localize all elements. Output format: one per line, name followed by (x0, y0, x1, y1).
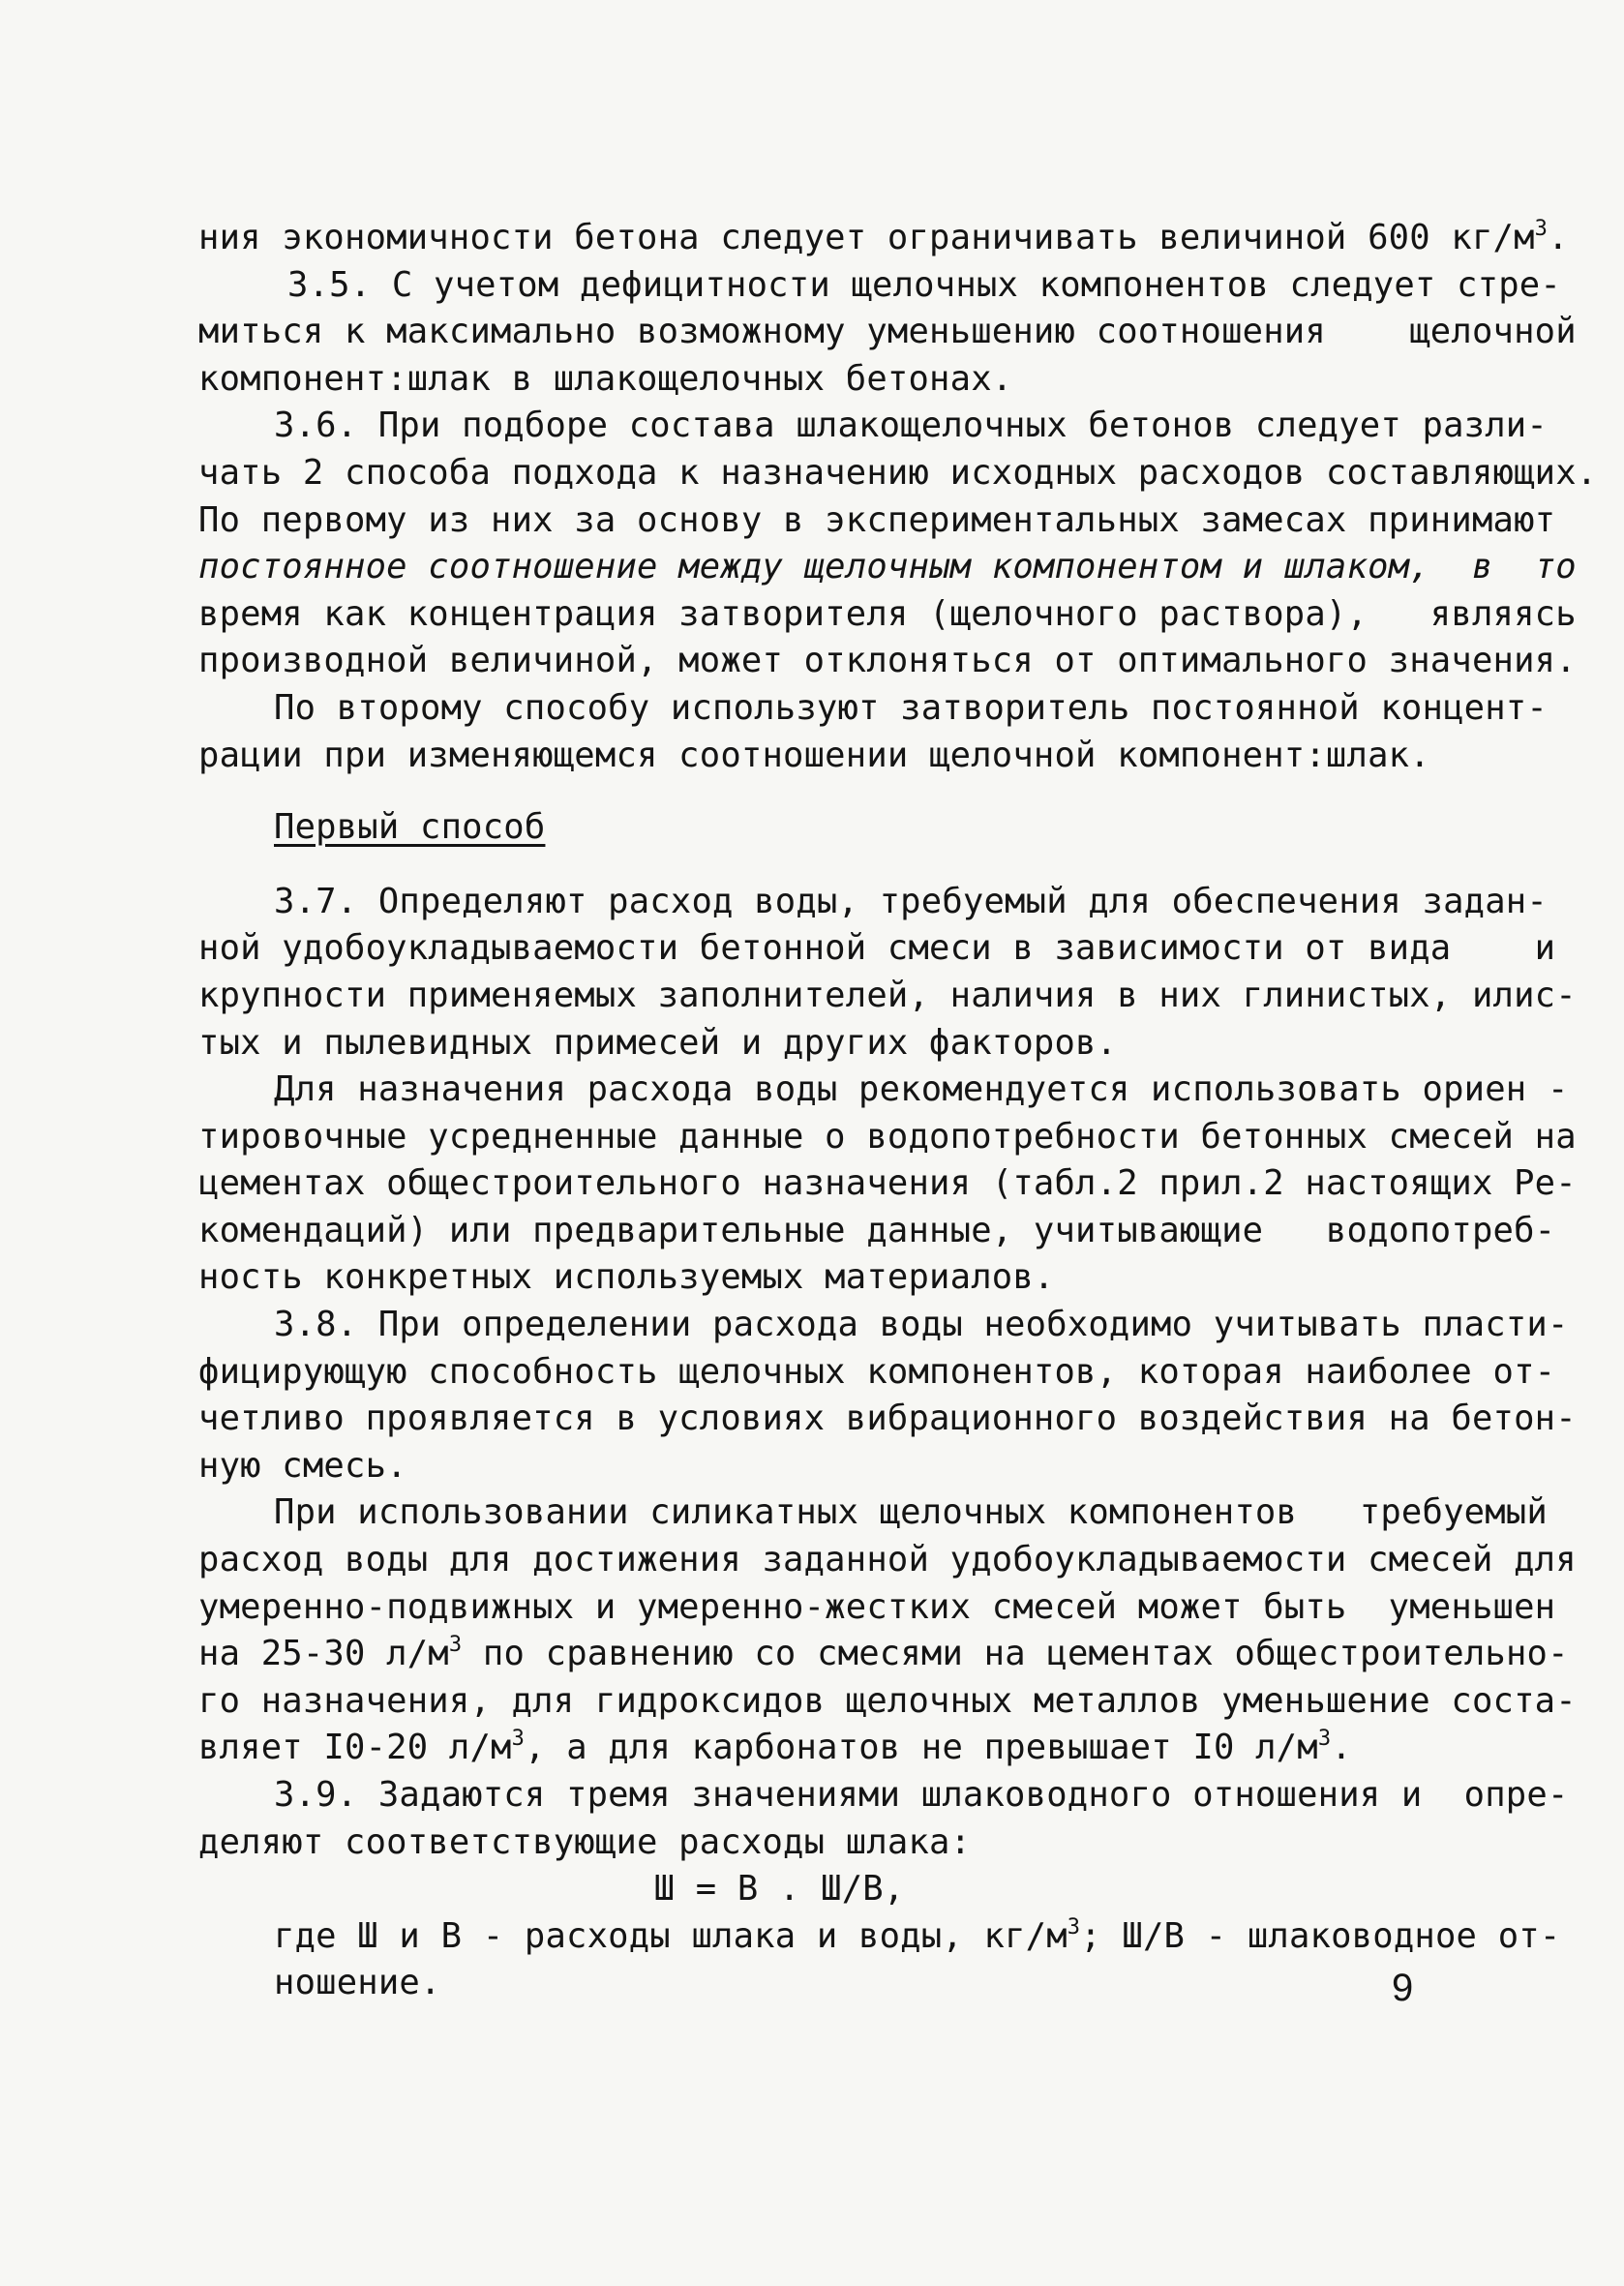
text-line: тых и пылевидных примесей и других факторов. (198, 1022, 1118, 1063)
text-line: деляют соответствующие расходы шлака: (198, 1821, 972, 1862)
text-line: ную смесь. (198, 1445, 407, 1486)
paragraph-3-5: 3.5. С учетом дефицитности щелочных компонентов следует стре- (287, 264, 1561, 305)
text-line: чать 2 способа подхода к назначению исходных расходов составляющих. (198, 452, 1598, 493)
text-line: время как концентрация затворителя (щелочного раствора), являясь (198, 593, 1577, 634)
text-line: вляет I0-20 $л/м^3$, а для карбонатов не превышает I0 $л/м^3$. (198, 1727, 1352, 1768)
text-line: фицирующую способность щелочных компонентов, которая наиболее от- (198, 1351, 1556, 1392)
text-line: ной удобоукладываемости бетонной смеси в зависимости от вида и (198, 928, 1556, 969)
page-number: 9 (1392, 1967, 1414, 2009)
text-line: го назначения, для гидроксидов щелочных металлов уменьшение соста- (198, 1680, 1577, 1721)
text-line: миться к максимально возможному уменьшению соотношения щелочной (198, 312, 1577, 352)
text-line: ношение. (274, 1963, 441, 2003)
text-line: компонент:шлак в шлакощелочных бетонах. (198, 358, 1013, 399)
text-line: на 25-30 $л/м^3$ по сравнению со смесями на цементах общестроительно- (198, 1633, 1569, 1674)
text-line: производной величиной, может отклоняться от оптимального значения. (198, 641, 1577, 681)
text-line: ность конкретных используемых материалов. (198, 1257, 1055, 1298)
text-line: постоянное соотношение между щелочным компонентом и шлаком, в то (198, 547, 1577, 587)
paragraph-second-method: По второму способу используют затворитель постоянной концент- (274, 687, 1548, 728)
paragraph-3-6: 3.6. При подборе состава шлакощелочных бетонов следует разли- (274, 406, 1548, 446)
paragraph-3-8: 3.8. При определении расхода воды необходимо учитывать пласти- (274, 1305, 1569, 1345)
formula: Ш = В . Ш/В, (653, 1869, 905, 1910)
body-text (198, 215, 1598, 2007)
section-heading: Первый способ (274, 807, 546, 848)
text-line: ния экономичности бетона следует ограничивать величиной 600 $кг/м^3$. (198, 217, 1569, 257)
text-line: тировочные усредненные данные о водопотребности бетонных смесей на (198, 1116, 1577, 1157)
paragraph-3-7: 3.7. Определяют расход воды, требуемый для обеспечения задан- (274, 881, 1548, 921)
paragraph-silicate: При использовании силикатных щелочных компонентов требуемый (274, 1492, 1548, 1533)
text-line: четливо проявляется в условиях вибрационного воздействия на бетон- (198, 1399, 1577, 1439)
paragraph-water-consumption: Для назначения расхода воды рекомендуется использовать ориен - (274, 1069, 1569, 1110)
text-line: расход воды для достижения заданной удобоукладываемости смесей для (198, 1540, 1577, 1580)
paragraph-3-9: 3.9. Задаются тремя значениями шлаководного отношения и опре- (274, 1775, 1569, 1815)
text-line: рации при изменяющемся соотношении щелочной компонент:шлак. (198, 735, 1430, 775)
text-line: цементах общестроительного назначения (табл.2 прил.2 настоящих Ре- (198, 1163, 1577, 1204)
text-line: По первому из них за основу в экспериментальных замесах принимают (198, 499, 1556, 540)
text-line: где Ш и В - расходы шлака и воды, $кг/м^3$; Ш/В - шлаководное от- (274, 1914, 1561, 1956)
text-line: крупности применяемых заполнителей, наличия в них глинистых, илис- (198, 975, 1577, 1015)
text-line: комендаций) или предварительные данные, учитывающие водопотреб- (198, 1210, 1556, 1250)
text-line: умеренно-подвижных и умеренно-жестких смесей может быть уменьшен (198, 1586, 1556, 1627)
